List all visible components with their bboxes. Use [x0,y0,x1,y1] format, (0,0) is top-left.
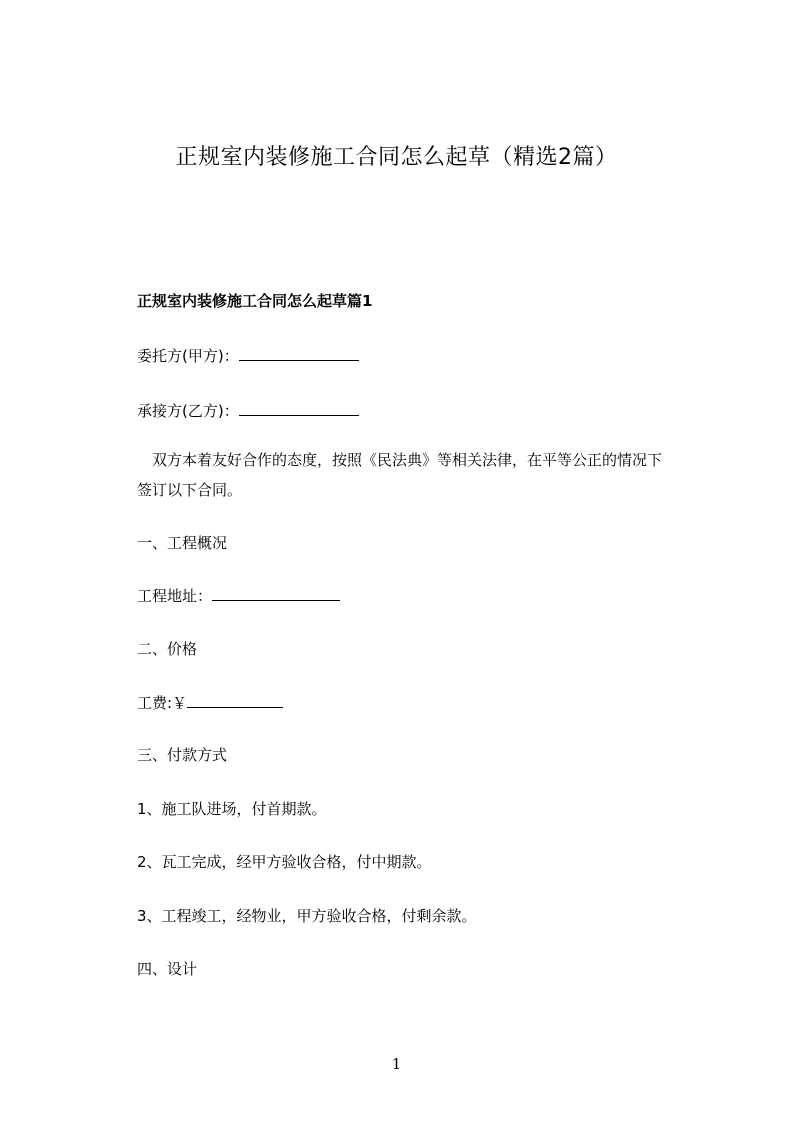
section-heading: 正规室内装修施工合同怎么起草篇1 [137,292,373,310]
party-b-blank [239,403,359,416]
address-label: 工程地址： [137,587,213,605]
fee-label: 工费:￥ [137,694,188,712]
payment-item-2: 2、瓦工完成，经甲方验收合格，付中期款。 [137,853,432,871]
section-3-heading: 三、付款方式 [137,746,228,764]
section-1-heading: 一、工程概况 [137,534,228,552]
party-b-line [137,400,359,421]
document-title: 正规室内装修施工合同怎么起草（精选2篇） [175,145,618,170]
page-number: 1 [391,1055,402,1073]
party-a-blank [239,348,359,361]
address-line [137,585,340,606]
address-blank [212,588,340,601]
payment-item-1: 1、施工队进场，付首期款。 [137,800,327,818]
payment-item-3: 3、工程竣工，经物业，甲方验收合格，付剩余款。 [137,907,477,925]
section-2-heading: 二、价格 [137,640,198,658]
fee-blank [187,695,283,708]
party-a-label: 委托方(甲方)： [137,347,239,365]
fee-line [137,692,283,713]
intro-paragraph: 双方本着友好合作的态度，按照《民法典》等相关法律，在平等公正的情况下签订以下合同。 [137,451,663,499]
party-a-line [137,345,359,366]
party-b-label: 承接方(乙方)： [137,402,239,420]
section-4-heading: 四、设计 [137,960,198,978]
